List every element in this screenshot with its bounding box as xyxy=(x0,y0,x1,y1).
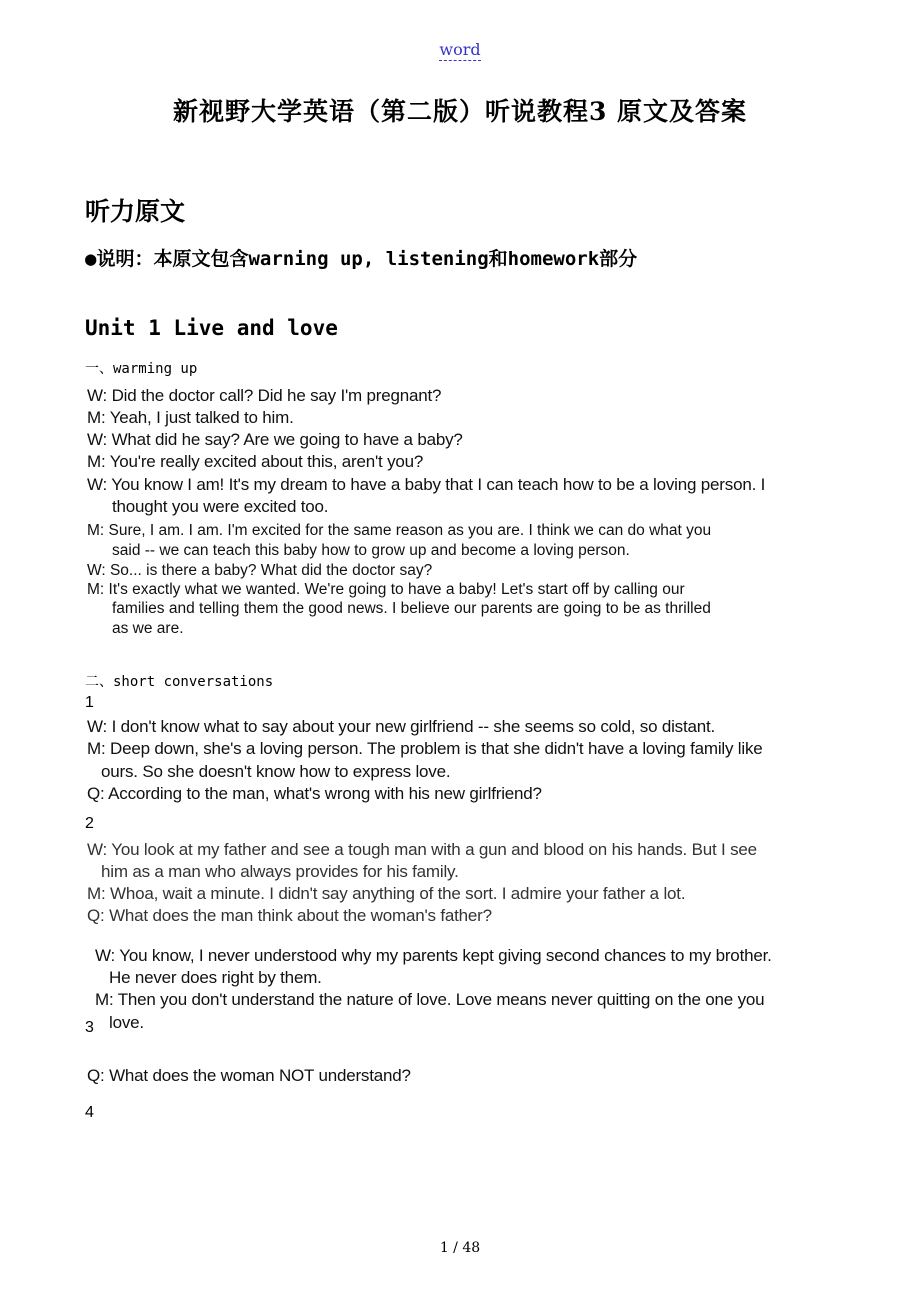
conversation-line: W: You know, I never understood why my parents kept giving second chances to my brother. xyxy=(95,946,772,965)
conversation-line: ours. So she doesn't know how to express love. xyxy=(101,762,451,781)
conversation-line: Q: What does the man think about the woman's father? xyxy=(87,906,492,925)
unit-title: Unit 1 Live and love xyxy=(85,316,338,340)
warming-up-line: thought you were excited too. xyxy=(112,497,329,516)
warming-up-line: W: What did he say? Are we going to have a baby? xyxy=(87,430,463,449)
conversation-line: M: Deep down, she's a loving person. The problem is that she didn't have a loving family like xyxy=(87,739,763,758)
short-conversations-heading: 二、short conversations xyxy=(85,674,274,690)
conversation-line: Q: What does the woman NOT understand? xyxy=(87,1066,411,1085)
conversation-number: 4 xyxy=(85,1104,94,1121)
warming-up-line: M: It's exactly what we wanted. We're going to have a baby! Let's start off by calling our xyxy=(87,581,685,598)
page-indicator: 1 / 48 xyxy=(439,1240,481,1256)
warming-up-line: as we are. xyxy=(112,620,184,637)
warming-up-line: W: Did the doctor call? Did he say I'm pregnant? xyxy=(87,386,442,405)
conversation-line: M: Whoa, wait a minute. I didn't say anything of the sort. I admire your father a lot. xyxy=(87,884,686,903)
header-link[interactable] xyxy=(0,40,920,59)
conversation-line: Q: According to the man, what's wrong with his new girlfriend? xyxy=(87,784,542,803)
warming-up-line: said -- we can teach this baby how to grow up and become a loving person. xyxy=(112,542,630,559)
conversation-number: 1 xyxy=(85,694,94,711)
conversation-number: 2 xyxy=(85,815,94,832)
note-text: ●说明：本原文包含warning up, listening和homework部分 xyxy=(85,248,638,270)
conversation-line: M: Then you don't understand the nature of love. Love means never quitting on the one you xyxy=(95,990,765,1009)
conversation-line: He never does right by them. xyxy=(109,968,322,987)
warming-up-line: M: You're really excited about this, aren't you? xyxy=(87,452,424,471)
header-link-text[interactable]: word xyxy=(439,40,481,59)
warming-up-line: W: You know I am! It's my dream to have a baby that I can teach how to be a loving person. I xyxy=(87,475,766,494)
section-heading: 听力原文 xyxy=(85,197,186,226)
conversation-line: W: I don't know what to say about your new girlfriend -- she seems so cold, so distant. xyxy=(87,717,716,736)
conversation-line: W: You look at my father and see a tough man with a gun and blood on his hands. But I see xyxy=(87,840,757,859)
conversation-line: him as a man who always provides for his family. xyxy=(101,862,459,881)
warming-up-line: M: Sure, I am. I am. I'm excited for the same reason as you are. I think we can do what you xyxy=(87,522,712,539)
warming-up-line: W: So... is there a baby? What did the doctor say? xyxy=(87,562,433,579)
warming-up-line: M: Yeah, I just talked to him. xyxy=(87,408,294,427)
warming-up-line: families and telling them the good news. I believe our parents are going to be as thrilled xyxy=(112,600,711,617)
warming-up-heading: 一、warming up xyxy=(85,361,198,377)
conversation-number: 3 xyxy=(85,1019,94,1036)
conversation-line: love. xyxy=(109,1013,144,1032)
document-title: 新视野大学英语（第二版）听说教程3 原文及答案 xyxy=(172,97,748,126)
